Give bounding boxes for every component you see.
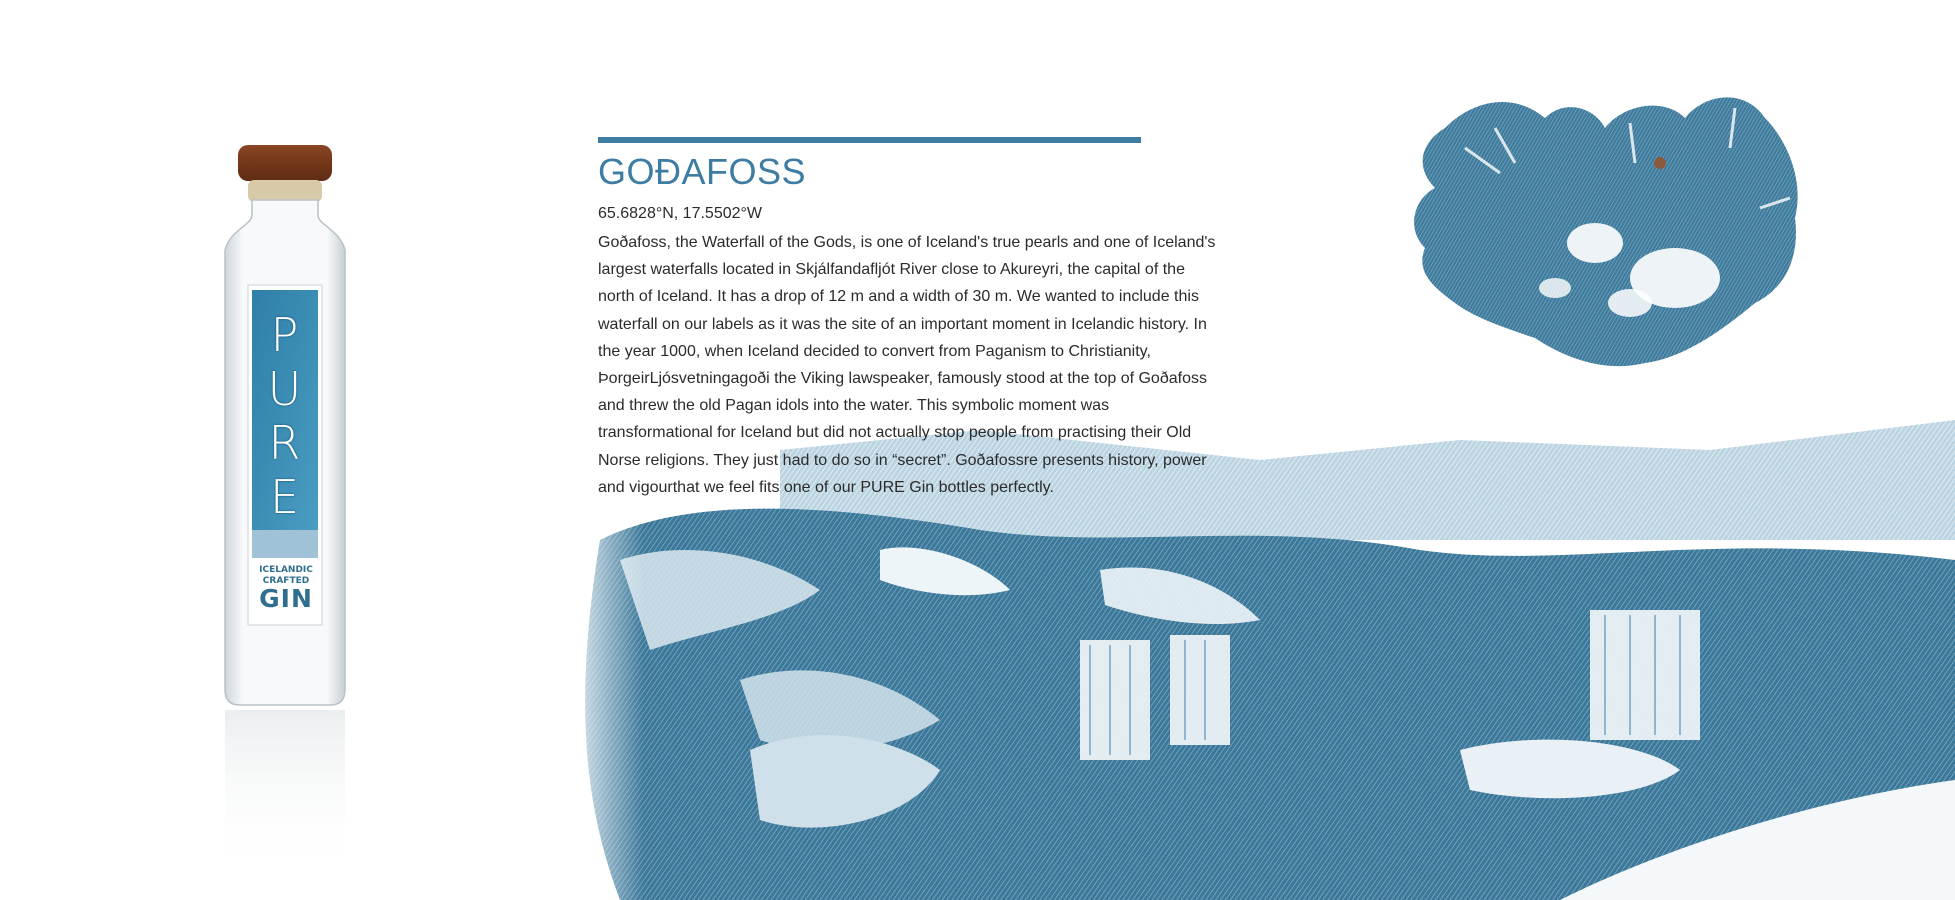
gin-bottle-image [190, 140, 380, 880]
article-body [598, 229, 1238, 501]
body-line: and threw the old Pagan idols into the water. This symbolic moment was [598, 397, 1110, 415]
iceland-map-icon [1405, 88, 1805, 378]
body-line: Goðafoss, the Waterfall of the Gods, is one of Iceland's true pearls and one of Iceland's [598, 234, 1216, 251]
body-line: and vigourthat we feel fits one of our PURE Gin bottles perfectly. [598, 478, 1054, 496]
body-line: waterfall on our labels as it was the site of an important moment in Icelandic history. In [598, 315, 1207, 333]
location-dot-icon [1654, 157, 1666, 169]
bottle-tagline: ICELANDIC CRAFTED [259, 565, 313, 586]
page-title: GOÐAFOSS [598, 151, 807, 192]
coordinates: 65.6828°N, 17.5502°W [598, 205, 763, 222]
body-line: Norse religions. They just had to do so in “secret”. Goðafossre presents history, power [598, 451, 1207, 469]
title-rule [598, 137, 1141, 143]
bottle-product-label: GIN [259, 584, 313, 613]
body-line: the year 1000, when Iceland decided to convert from Paganism to Christianity, [598, 342, 1151, 360]
body-line: north of Iceland. It has a drop of 12 m and a width of 30 m. We wanted to include this [598, 288, 1199, 306]
bottle-brand-label: P U R E [267, 308, 303, 524]
body-line: ÞorgeirLjósvetningagoði the Viking lawspeaker, famously stood at the top of Goðafoss [598, 370, 1207, 388]
article [598, 137, 1238, 501]
body-line: transformational for Iceland but did not actually stop people from practising their Old [598, 424, 1192, 442]
body-line: largest waterfalls located in Skjálfandafljót River close to Akureyri, the capital of the [598, 261, 1185, 279]
